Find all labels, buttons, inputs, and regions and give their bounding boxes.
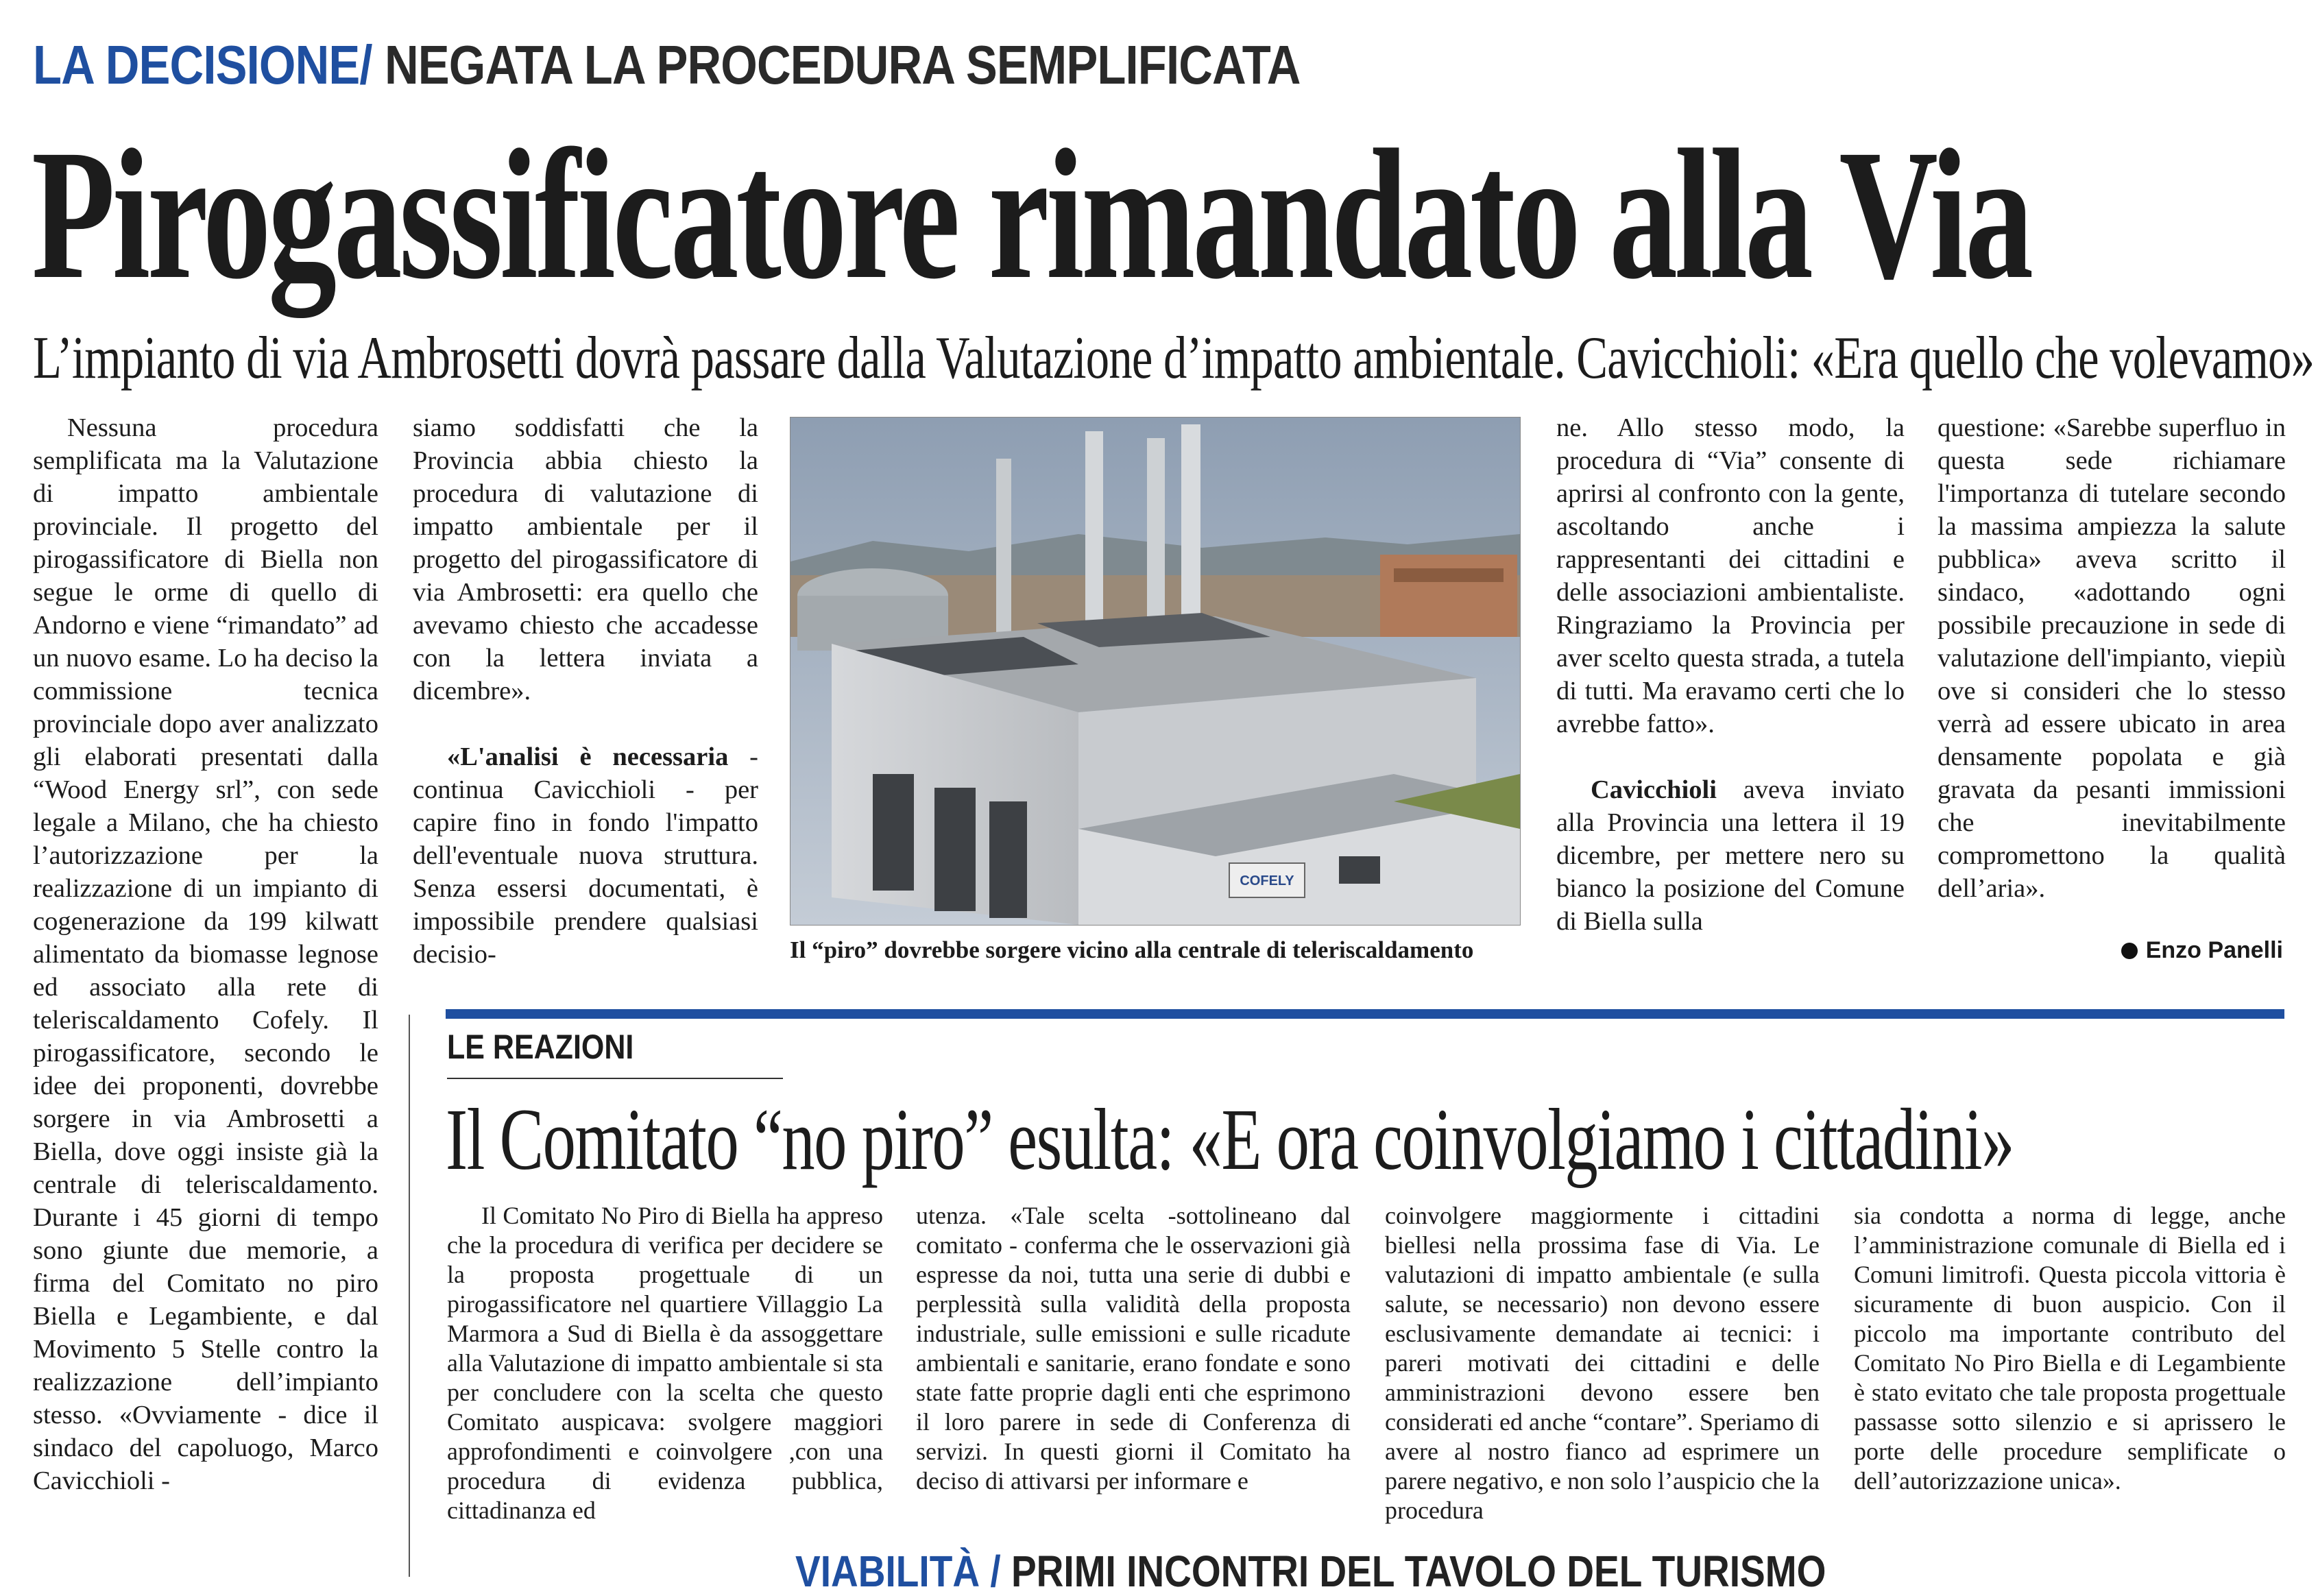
bullet-icon <box>2121 943 2138 959</box>
reactions-headline: Il Comitato “no piro” esulta: «E ora coinvolgiamo i cittadini» <box>446 1091 2014 1188</box>
article-paragraph <box>413 740 758 971</box>
reactions-paragraph: coinvolgere maggiormente i cittadini biellesi nella prossima fase di Via. Le valutazioni di impatto ambientale (e sulla salute, se necessario) non devono essere esclusivamente demandate ai tecnici: i pareri motivati dei cittadini e delle amministrazioni devono essere ben considerati ed anche “contare”. Speriamo di avere al nostro fianco ad esprimere un parere negativo, e non solo l’auspicio che la procedura <box>1385 1202 1820 1524</box>
kicker-section: LA DECISIONE <box>33 34 360 95</box>
plant-photo-illustration <box>790 418 1520 925</box>
article-bold-lead: «L'analisi è necessaria <box>447 742 729 771</box>
article-paragraph: ne. Allo stesso modo, la procedura di “Via” consente di aprirsi al confronto con la gente, ascoltando anche i rappresentanti dei cittadini e delle associazioni ambientaliste. Ringraziamo la Provincia per aver scelto questa strada, a tutela di tutti. Ma eravamo certi che lo avrebbe fatto». <box>1556 413 1905 738</box>
article-photo <box>790 417 1521 926</box>
kicker-slash: / <box>359 34 372 95</box>
article-text: aveva inviato alla Provincia una lettera il 19 dicembre, per mettere nero su bianco la posizione del Comune di Biella sulla <box>1556 775 1905 936</box>
next-article-teaser <box>795 1547 1826 1596</box>
reactions-column-4 <box>1854 1201 2286 1496</box>
byline <box>2112 932 2283 968</box>
article-text: - continua Cavicchioli - per capire fino in fondo l'impatto dell'eventuale nuova struttura. Senza essersi documentati, è impossibile prendere qualsiasi decisio- <box>413 742 758 969</box>
kicker <box>33 27 1301 103</box>
article-column-3 <box>1556 411 1905 938</box>
section-bar <box>446 1009 2284 1019</box>
byline-author: Enzo Panelli <box>2145 937 2283 963</box>
article-bold-lead: Cavicchioli <box>1591 775 1717 804</box>
reactions-column-2 <box>916 1201 1351 1496</box>
headline: Pirogassificatore rimandato alla Via <box>32 111 2031 317</box>
reactions-column-3 <box>1385 1201 1820 1525</box>
article-column-2 <box>413 411 758 971</box>
section-rule <box>447 1078 783 1079</box>
teaser-topic: PRIMI INCONTRI DEL TAVOLO DEL TURISMO <box>1000 1547 1826 1596</box>
article-paragraph: questione: «Sarebbe superfluo in questa sede richiamare l'importanza di tutelare secondo la massima ampiezza la salute pubblica» aveva scritto il sindaco, «adottando ogni possibile precauzione in sede di valutazione dell'impianto, viepiù ove si consideri che lo stesso verrà ad essere ubicato in area densamente popolata e già gravata da pesanti immissioni che inevitabilmente compromettono la qualità dell’aria». <box>1937 413 2286 903</box>
reactions-paragraph: Il Comitato No Piro di Biella ha appreso che la procedura di verifica per decidere se la proposta progettuale di un pirogassificatore nel quartiere Villaggio La Marmora a Sud di Biella è da assoggettare alla Valutazione di impatto ambientale si sta per concludere con la scelta che questo Comitato auspicava: svolgere maggiori approfondimenti e coinvolgere ,con una procedura di evidenza pubblica, cittadinanza ed <box>447 1202 883 1524</box>
article-paragraph <box>1556 773 1905 938</box>
column-divider <box>409 1015 410 1577</box>
kicker-topic: NEGATA LA PROCEDURA SEMPLIFICATA <box>384 34 1301 95</box>
company-sign: COFELY <box>1240 873 1294 888</box>
photo-caption: Il “piro” dovrebbe sorgere vicino alla centrale di teleriscaldamento <box>790 936 1474 963</box>
reactions-column-1 <box>447 1201 883 1525</box>
subhead: L’impianto di via Ambrosetti dovrà passare dalla Valutazione d’impatto ambientale. Cavicchioli: «Era quello che volevamo» <box>33 325 2315 391</box>
reactions-paragraph: utenza. «Tale scelta -sottolineano dal comitato - conferma che le osservazioni già espresse da noi, tutta una serie di dubbi e perplessità sulla validità della proposta industriale, sulle emissioni e sulle ricadute ambientali e sanitarie, erano fondate e sono state fatte proprie dagli enti che esprimono il loro parere in sede di Conferenza di servizi. In questi giorni il Comitato ha deciso di attivarsi per informare e <box>916 1202 1351 1495</box>
teaser-section: VIABILITÀ / <box>795 1547 1001 1596</box>
article-column-1 <box>33 411 378 1497</box>
reactions-paragraph: sia condotta a norma di legge, anche l’amministrazione comunale di Biella ed i Comuni limitrofi. Questa piccola vittoria è sicuramente di buon auspicio. Con il piccolo ma importante contributo del Comitato No Piro Biella e di Legambiente è stato evitato che tale proposta progettuale passasse sotto silenzio e si aprissero le porte delle procedure semplificate o dell’autorizzazione unica». <box>1854 1202 2286 1495</box>
article-paragraph: siamo soddisfatti che la Provincia abbia chiesto la procedura di valutazione di impatto ambientale per il progetto del pirogassificatore di via Ambrosetti: era quello che avevamo chiesto che accadesse con la lettera inviata a dicembre». <box>413 413 758 705</box>
article-paragraph: Nessuna procedura semplificata ma la Valutazione di impatto ambientale provinciale. Il progetto del pirogassificatore di Biella non segue le orme di quello di Andorno e viene “rimandato” ad un nuovo esame. Lo ha deciso la commissione tecnica provinciale dopo aver analizzato gli elaborati presentati dalla “Wood Energy srl”, con sede legale a Milano, che ha chiesto l’autorizzazione per la realizzazione di un impianto di cogenerazione da 199 kilwatt alimentato da biomasse legnose ed associato alla rete di teleriscaldamento Cofely. Il pirogassificatore, secondo le idee dei proponenti, dovrebbe sorgere in via Ambrosetti a Biella, dove oggi insiste già la centrale di teleriscaldamento. Durante i 45 giorni di tempo sono giunte due memorie, a firma del Comitato no piro Biella e Legambiente, e dal Movimento 5 Stelle contro la realizzazione dell’impianto stesso. «Ovviamente - dice il sindaco del capoluogo, Marco Cavicchioli - <box>33 413 378 1495</box>
section-label: LE REAZIONI <box>447 1028 634 1066</box>
article-column-4 <box>1937 411 2286 905</box>
